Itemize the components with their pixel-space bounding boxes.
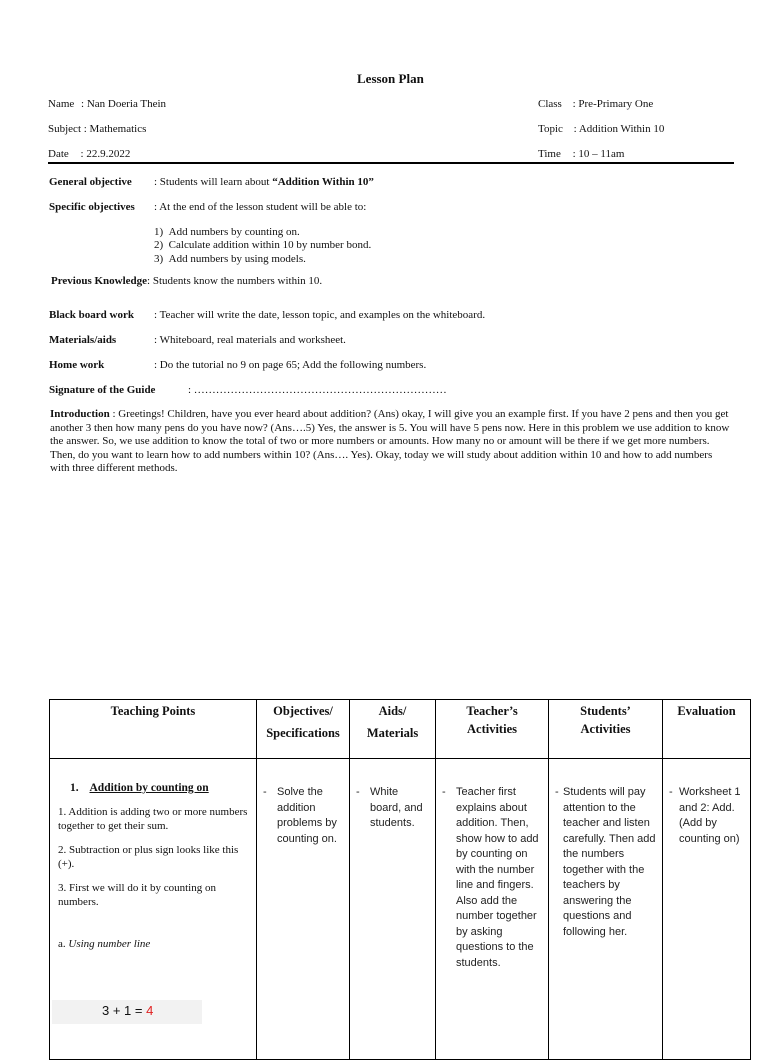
subject-label: Subject: [48, 123, 81, 135]
date-row: [48, 148, 130, 160]
cell-evaluation: - Worksheet 1 and 2: Add. (Add by counting on): [663, 759, 751, 1060]
header-evaluation: Evaluation: [663, 700, 751, 759]
time-row: [538, 148, 624, 160]
date-value: : 22.9.2022: [80, 148, 131, 160]
date-label: Date: [48, 148, 69, 160]
general-objective-topic: “Addition Within 10”: [272, 176, 374, 188]
list-item: 3) Add numbers by using models.: [154, 252, 306, 265]
student-activities-text: Students will pay attention to the teacher and listen carefully. Then add the numbers together with the teachers by answering the questions and following her.: [563, 786, 656, 938]
previous-knowledge-value: : Students know the numbers within 10.: [147, 275, 323, 287]
cell-objectives: - Solve the addition problems by counting on.: [257, 759, 350, 1060]
cell-aids: - White board, and students.: [350, 759, 436, 1060]
header-aids: Aids/ Materials: [350, 700, 436, 759]
teaching-point-3: 3. First we will do it by counting on numbers.: [58, 882, 216, 908]
topic-label: Topic: [538, 123, 563, 135]
introduction-paragraph: [50, 408, 730, 476]
name-row: [48, 98, 166, 110]
equation: [102, 1003, 153, 1018]
blackboard-label: Black board work: [49, 309, 134, 321]
topic-value: : Addition Within 10: [573, 123, 665, 135]
materials-value: : Whiteboard, real materials and worksheet.: [154, 334, 346, 346]
general-objective-label: General objective: [49, 176, 132, 188]
time-label: Time: [538, 148, 561, 160]
introduction-text: : Greetings! Children, have you ever heard about addition? (Ans) okay, I will give you an example first. If you have 2 pens and then you get another 3 then how many pens do you have now? (Ans….5) Yes, the answer is 5. You will have 5 pens now. Here in this problem we use addition to know the answer. So, we use addition to know the total of two or more numbers or amounts. How many no or amount will be there if we get more numbers. Then, do you want to learn how to add numbers within 10? (Ans…. Yes). Okay, today we will study about addition within 10 and how to add numbers with three different methods.: [50, 408, 730, 475]
general-objective-value: [154, 176, 374, 188]
blackboard-value: : Teacher will write the date, lesson topic, and examples on the whiteboard.: [154, 309, 486, 321]
teacher-activities-text: Teacher first explains about addition. Then, show how to add by counting on with the number line and fingers. Also add the number together by asking questions to the students.: [456, 786, 539, 969]
time-value: : 10 – 11am: [572, 148, 625, 160]
name-label: Name: [48, 98, 75, 110]
evaluation-text: Worksheet 1 and 2: Add. (Add by counting on): [679, 786, 741, 845]
previous-knowledge-row: [51, 275, 322, 287]
list-item: 2) Calculate addition within 10 by number bond.: [154, 239, 372, 252]
specific-objectives-value: : At the end of the lesson student will be able to:: [154, 201, 367, 213]
list-item: 1) Add numbers by counting on.: [154, 226, 300, 238]
teaching-point-heading: 1. Addition by counting on: [70, 782, 209, 794]
class-label: Class: [538, 98, 562, 110]
objectives-text: Solve the addition problems by counting on.: [277, 786, 337, 845]
cell-student-activities: - Students will pay attention to the teacher and listen carefully. Then add the numbers together with the teachers by answering the questions and following her.: [549, 759, 663, 1060]
cell-teacher-activities: - Teacher first explains about addition. Then, show how to add by counting on with the number line and fingers. Also add the number together by asking questions to the students.: [436, 759, 549, 1060]
general-objective-text: : Students will learn about: [154, 176, 273, 188]
class-value: : Pre-Primary One: [572, 98, 654, 110]
specific-objectives-list: [154, 226, 371, 266]
subject-row: [48, 123, 146, 135]
aids-text: White board, and students.: [370, 786, 423, 829]
introduction-label: Introduction: [50, 408, 110, 420]
teaching-point-1: 1. Addition is adding two or more numbers together to get their sum.: [58, 806, 248, 832]
table-header-row: [50, 700, 751, 759]
homework-value: : Do the tutorial no 9 on page 65; Add the following numbers.: [154, 359, 427, 371]
teaching-point-2: 2. Subtraction or plus sign looks like this (+).: [58, 844, 239, 870]
name-value: : Nan Doeria Thein: [81, 98, 167, 110]
signature-label: Signature of the Guide: [49, 384, 156, 396]
specific-objectives-label: Specific objectives: [49, 201, 135, 213]
number-line-example: [52, 1000, 202, 1024]
equation-answer: 4: [146, 1003, 154, 1018]
topic-row: [538, 123, 664, 135]
teaching-point-a: a. Using number line: [58, 938, 151, 950]
page-title: Lesson Plan: [357, 71, 424, 86]
header-rule: [48, 162, 734, 164]
header-teacher-activities: Teacher’s Activities: [436, 700, 549, 759]
header-objectives: Objectives/ Specifications: [257, 700, 350, 759]
previous-knowledge-label: Previous Knowledge: [51, 275, 148, 287]
equation-text: 3 + 1 =: [102, 1003, 147, 1018]
materials-label: Materials/aids: [49, 334, 117, 346]
header-student-activities: Students’ Activities: [549, 700, 663, 759]
header-teaching-points: Teaching Points: [50, 700, 257, 759]
subject-value: : Mathematics: [83, 123, 147, 135]
class-row: [538, 98, 653, 110]
homework-label: Home work: [49, 359, 105, 371]
signature-value: : ……………………………………………………………: [188, 384, 447, 396]
